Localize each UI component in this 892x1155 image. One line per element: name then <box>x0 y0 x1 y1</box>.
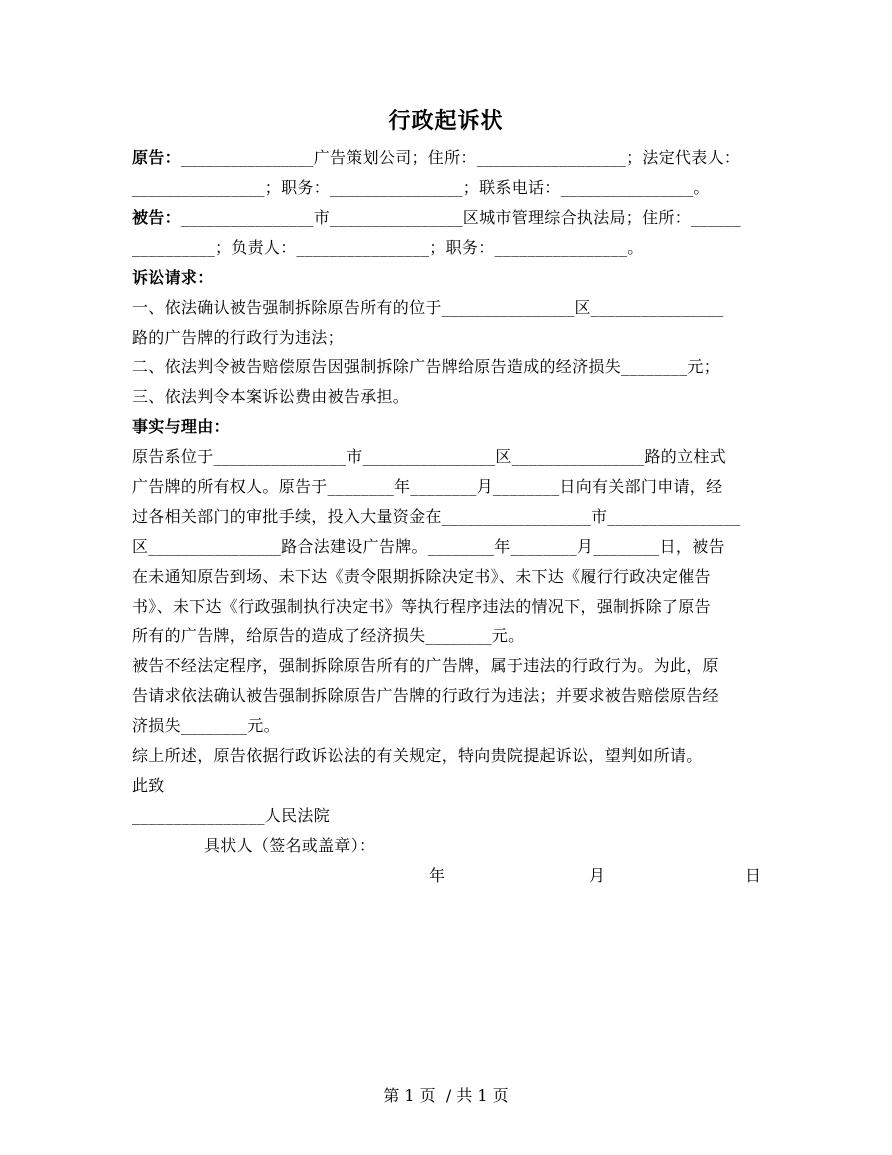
plaintiff-text-1: ________________广告策划公司；住所：__________________；法定代表人： <box>180 148 741 167</box>
date-month-label: 月 <box>589 866 606 885</box>
court-name-line: ________________人民法院 <box>132 806 330 825</box>
defendant-label: 被告： <box>132 208 181 227</box>
facts-line: 综上所述，原告依据行政诉讼法的有关规定，特向贵院提起诉讼，望判如所请。 <box>132 746 703 765</box>
defendant-line-2: __________；负责人：________________；职务：________________。 <box>132 238 644 257</box>
closing-salutation: 此致 <box>132 776 165 795</box>
defendant-line-1 <box>132 208 741 228</box>
facts-line: 书》、未下达《行政强制执行决定书》等执行程序违法的情况下，强制拆除了原告 <box>132 597 711 616</box>
facts-line: 过各相关部门的审批手续，投入大量资金在__________________市________________ <box>132 507 741 526</box>
plaintiff-label: 原告： <box>132 148 181 167</box>
date-year-label: 年 <box>429 866 446 885</box>
claims-heading: 诉讼请求： <box>132 268 214 287</box>
facts-heading: 事实与理由： <box>132 417 230 436</box>
claims-line: 一、依法确认被告强制拆除原告所有的位于________________区________________ <box>132 298 724 317</box>
claims-line: 二、依法判令被告赔偿原告因强制拆除广告牌给原告造成的经济损失________元； <box>132 357 721 376</box>
document-title: 行政起诉状 <box>388 108 504 134</box>
facts-line: 广告牌的所有权人。原告于________年________月________日向有关部门申请，经 <box>132 477 723 496</box>
facts-line: 告请求依法确认被告强制拆除原告广告牌的行政行为违法；并要求被告赔偿原告经 <box>132 686 719 705</box>
page-number-footer: 第 1 页 / 共 1 页 <box>383 1086 509 1105</box>
facts-line: 原告系位于________________市________________区________________路的立柱式 <box>132 447 726 466</box>
plaintiff-line-1 <box>132 148 740 168</box>
signer-label: 具状人（签名或盖章）： <box>204 836 376 855</box>
claims-line: 三、依法判令本案诉讼费由被告承担。 <box>132 387 410 406</box>
facts-line: 济损失________元。 <box>132 716 280 735</box>
facts-line: 被告不经法定程序，强制拆除原告所有的广告牌，属于违法的行政行为。为此，原 <box>132 656 719 675</box>
facts-line: 所有的广告牌，给原告的造成了经济损失________元。 <box>132 626 525 645</box>
defendant-text-1: ________________市________________区城市管理综合执法局；住所：______ <box>180 208 741 227</box>
claims-line: 路的广告牌的行政行为违法； <box>132 328 344 347</box>
plaintiff-line-2: ________________；职务：________________；联系电话：________________。 <box>132 178 710 197</box>
date-day-label: 日 <box>745 866 762 885</box>
facts-line: 在未通知原告到场、未下达《责令限期拆除决定书》、未下达《履行行政决定催告 <box>132 567 711 586</box>
facts-line: 区________________路合法建设广告牌。________年________月________日，被告 <box>132 537 725 556</box>
